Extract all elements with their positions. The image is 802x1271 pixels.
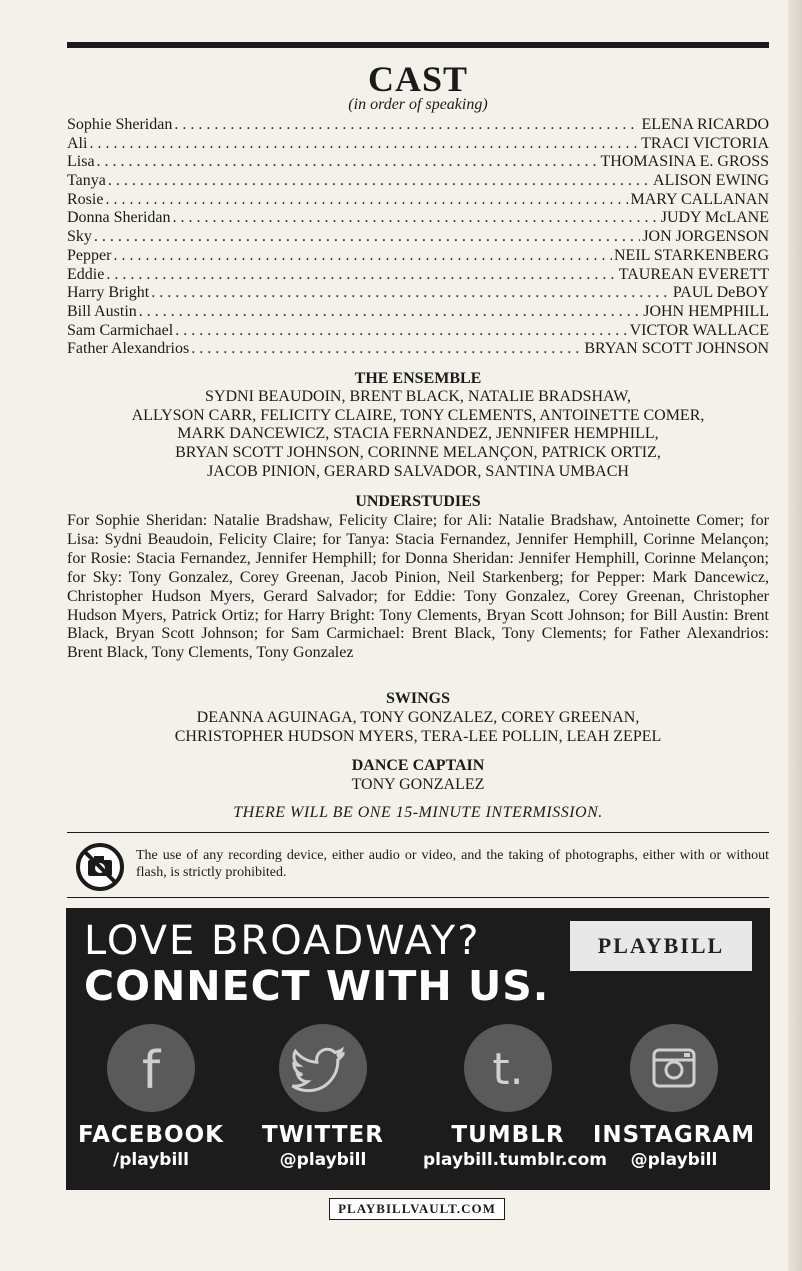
social-instagram[interactable] bbox=[589, 1024, 759, 1170]
understudies-heading: UNDERSTUDIES bbox=[355, 493, 481, 510]
cast-actor: JUDY McLANE bbox=[660, 209, 769, 227]
cast-role: Father Alexandrios bbox=[67, 340, 190, 358]
playbill-logo: PLAYBILL bbox=[570, 921, 752, 971]
dance-captain-heading: DANCE CAPTAIN bbox=[351, 757, 485, 774]
social-facebook[interactable] bbox=[66, 1024, 236, 1170]
cast-subtitle: (in order of speaking) bbox=[348, 96, 488, 113]
cast-role: Donna Sheridan bbox=[67, 209, 171, 227]
cast-actor: TAUREAN EVERETT bbox=[618, 265, 769, 283]
cast-row bbox=[67, 135, 769, 154]
cast-row bbox=[67, 322, 769, 341]
cast-actor: TRACI VICTORIA bbox=[641, 134, 769, 152]
cast-role: Sophie Sheridan bbox=[67, 116, 173, 133]
social-name: TUMBLR bbox=[451, 1122, 565, 1148]
no-camera-icon bbox=[75, 842, 125, 892]
cast-row bbox=[67, 284, 769, 303]
notice-rule-bottom bbox=[67, 897, 769, 898]
ad-headline: LOVE BROADWAY? bbox=[84, 918, 481, 964]
playbillvault-link[interactable]: PLAYBILLVAULT.COM bbox=[329, 1198, 505, 1220]
cast-row bbox=[67, 228, 769, 247]
page-edge bbox=[788, 0, 802, 1271]
cast-role: Ali bbox=[67, 134, 88, 152]
swings-line: CHRISTOPHER HUDSON MYERS, TERA-LEE POLLIN, LEAH ZEPEL bbox=[174, 727, 662, 745]
cast-actor: ELENA RICARDO bbox=[641, 116, 769, 133]
twitter-icon bbox=[279, 1024, 367, 1112]
cast-row bbox=[67, 303, 769, 322]
social-handle: /playbill bbox=[113, 1150, 189, 1170]
ensemble-heading: THE ENSEMBLE bbox=[354, 370, 482, 387]
swings-line: DEANNA AGUINAGA, TONY GONZALEZ, COREY GREENAN, bbox=[196, 709, 640, 726]
cast-actor: THOMASINA E. GROSS bbox=[600, 153, 769, 171]
cast-actor: MARY CALLANAN bbox=[630, 190, 769, 208]
cast-row bbox=[67, 153, 769, 172]
cast-role: Pepper bbox=[67, 246, 112, 264]
cast-row bbox=[67, 340, 769, 359]
tumblr-icon bbox=[464, 1024, 552, 1112]
cast-row bbox=[67, 116, 769, 135]
svg-text:f: f bbox=[141, 1041, 161, 1101]
cast-role: Bill Austin bbox=[67, 302, 137, 320]
ad-subheadline: CONNECT WITH US. bbox=[84, 962, 550, 1010]
cast-actor: JON JORGENSON bbox=[642, 228, 769, 246]
cast-actor: VICTOR WALLACE bbox=[629, 321, 769, 339]
cast-row bbox=[67, 209, 769, 228]
social-name: FACEBOOK bbox=[78, 1122, 224, 1148]
understudies-text: For Sophie Sheridan: Natalie Bradshaw, Felicity Claire; for Ali: Natalie Bradshaw, Antoinette Comer; for Lisa: Sydni Beaudoin, Felicity Claire; for Tanya: Stacia Fernandez, Jennifer Hemphill, Corinne Melançon; for Rosie: Stacia Fernandez, Jennifer Hemphill; for Donna Sheridan: Jennifer Hemphill, Corinne Melançon; for Sky: Tony Gonzalez, Corey Greenan, Jacob Pinion, Neil Starkenberg; for Pepper: Mark Dancewicz, Christopher Hudson Myers, Gerard Salvador; for Eddie: Tony Gonzalez, Corey Greenan, Christopher Hudson Myers, Patrick Ortiz; for Harry Bright: Tony Clements, Bryan Scott Johnson; for Bill Austin: Brent Black, Bryan Scott Johnson; for Sam Carmichael: Brent Black, Tony Clements; for Father Alexandrios: Brent Black, Tony Clements, Tony Gonzalez bbox=[67, 512, 769, 662]
playbill-ad bbox=[66, 908, 770, 1190]
recording-notice: The use of any recording device, either audio or video, and the taking of photographs, either with or without flash, is strictly prohibited. bbox=[136, 848, 769, 880]
cast-row bbox=[67, 172, 769, 191]
social-handle: @playbill bbox=[279, 1150, 367, 1170]
cast-actor: BRYAN SCOTT JOHNSON bbox=[584, 340, 769, 358]
cast-role: Tanya bbox=[67, 172, 106, 190]
instagram-icon bbox=[630, 1024, 718, 1112]
cast-list bbox=[67, 116, 769, 359]
ensemble-line: JACOB PINION, GERARD SALVADOR, SANTINA UMBACH bbox=[207, 462, 629, 480]
ensemble-list bbox=[67, 388, 769, 482]
dance-captain-name: TONY GONZALEZ bbox=[351, 776, 485, 793]
ensemble-line: BRYAN SCOTT JOHNSON, CORINNE MELANÇON, PATRICK ORTIZ, bbox=[175, 444, 661, 462]
cast-role: Harry Bright bbox=[67, 284, 150, 302]
social-twitter[interactable] bbox=[238, 1024, 408, 1170]
cast-actor: ALISON EWING bbox=[653, 172, 769, 190]
cast-row bbox=[67, 247, 769, 266]
top-rule bbox=[67, 42, 769, 48]
swings-list bbox=[67, 709, 769, 746]
notice-rule-top bbox=[67, 832, 769, 833]
ensemble-line: MARK DANCEWICZ, STACIA FERNANDEZ, JENNIFER HEMPHILL, bbox=[177, 425, 659, 443]
cast-role: Rosie bbox=[67, 190, 104, 208]
social-name: TWITTER bbox=[262, 1122, 384, 1148]
social-name: INSTAGRAM bbox=[592, 1122, 756, 1148]
cast-actor: PAUL DeBOY bbox=[672, 284, 769, 302]
social-handle: playbill.tumblr.com bbox=[423, 1150, 607, 1170]
cast-role: Eddie bbox=[67, 265, 105, 283]
social-handle: @playbill bbox=[630, 1150, 718, 1170]
cast-actor: NEIL STARKENBERG bbox=[613, 246, 769, 264]
cast-role: Sam Carmichael bbox=[67, 321, 174, 339]
cast-role: Lisa bbox=[67, 153, 95, 171]
ensemble-line: ALLYSON CARR, FELICITY CLAIRE, TONY CLEMENTS, ANTOINETTE COMER, bbox=[131, 406, 705, 424]
facebook-icon bbox=[107, 1024, 195, 1112]
swings-heading: SWINGS bbox=[385, 690, 451, 707]
intermission-note: THERE WILL BE ONE 15-MINUTE INTERMISSION. bbox=[233, 804, 603, 821]
cast-title: CAST bbox=[367, 59, 469, 99]
cast-actor: JOHN HEMPHILL bbox=[643, 302, 769, 320]
cast-row bbox=[67, 266, 769, 285]
cast-role: Sky bbox=[67, 228, 92, 246]
ensemble-line: SYDNI BEAUDOIN, BRENT BLACK, NATALIE BRADSHAW, bbox=[205, 388, 631, 405]
svg-text:t.: t. bbox=[492, 1044, 524, 1095]
social-tumblr[interactable] bbox=[423, 1024, 607, 1170]
cast-row bbox=[67, 191, 769, 210]
